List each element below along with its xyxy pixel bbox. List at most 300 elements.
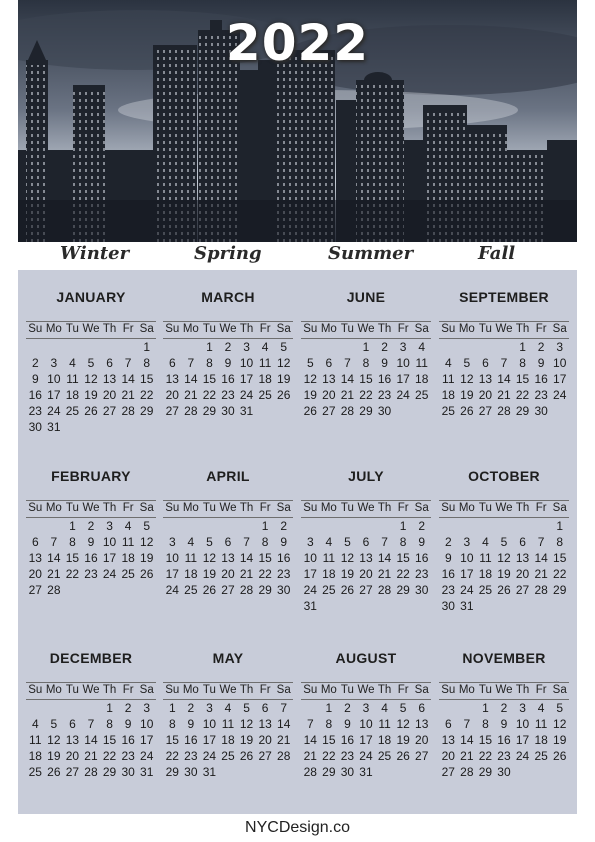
day-cell: 2 <box>500 701 508 715</box>
calendar-panel <box>18 270 577 814</box>
weekday-label: Sa <box>139 323 154 335</box>
month-block-may <box>163 650 293 800</box>
day-cell: 20 <box>322 388 336 402</box>
day-cell: 11 <box>415 356 428 370</box>
month-block-july <box>301 468 431 618</box>
weekday-label: Su <box>165 502 180 514</box>
day-cell: 18 <box>221 733 235 747</box>
day-cell: 25 <box>258 388 272 402</box>
day-cell: 25 <box>441 404 455 418</box>
day-cell: 1 <box>69 519 76 533</box>
day-cell: 31 <box>47 420 61 434</box>
day-cell: 11 <box>378 717 391 731</box>
day-cell: 18 <box>258 372 272 386</box>
day-cell: 19 <box>239 733 254 747</box>
day-cell: 21 <box>497 388 511 402</box>
day-cell: 26 <box>202 583 217 597</box>
day-cell: 14 <box>497 372 511 386</box>
day-cell: 13 <box>441 733 455 747</box>
weekday-label: Su <box>441 684 456 696</box>
weekday-header <box>163 682 293 700</box>
day-cell: 10 <box>239 356 254 370</box>
year-title: 2022 <box>225 14 370 72</box>
day-cell: 12 <box>202 551 217 565</box>
day-cell: 15 <box>515 372 530 386</box>
day-cell: 29 <box>553 583 567 597</box>
weekday-label: Th <box>377 323 392 335</box>
weekday-label: We <box>219 323 237 335</box>
day-cell: 7 <box>243 535 250 549</box>
weekday-label: Fr <box>397 323 409 335</box>
day-cell: 22 <box>396 567 410 581</box>
day-cell: 5 <box>87 356 95 370</box>
day-cell: 26 <box>460 404 474 418</box>
day-cell: 12 <box>460 372 474 386</box>
day-cell: 16 <box>121 733 135 747</box>
day-cell: 7 <box>50 535 58 549</box>
weekday-label: Tu <box>478 502 492 514</box>
weekday-label: We <box>495 323 513 335</box>
day-cell: 8 <box>106 717 113 731</box>
day-cell: 16 <box>84 551 98 565</box>
day-cell: 11 <box>221 717 235 731</box>
weekday-label: Mo <box>320 502 337 514</box>
day-cell: 3 <box>556 340 564 354</box>
day-cell: 28 <box>277 749 291 763</box>
weekday-label: Tu <box>65 502 79 514</box>
day-cell: 30 <box>497 765 511 779</box>
month-block-june <box>301 289 431 439</box>
day-cell: 6 <box>444 717 452 731</box>
day-cell: 8 <box>556 535 564 549</box>
day-cell: 12 <box>497 551 511 565</box>
day-cell: 5 <box>556 701 564 715</box>
day-cell: 9 <box>31 372 39 386</box>
day-cell: 2 <box>418 519 426 533</box>
day-cell: 9 <box>500 717 508 731</box>
day-cell: 17 <box>460 567 474 581</box>
day-cell: 4 <box>325 535 333 549</box>
day-cell: 10 <box>102 535 117 549</box>
day-cell: 14 <box>460 733 474 747</box>
day-cell: 24 <box>515 749 530 763</box>
day-cell: 19 <box>202 567 217 581</box>
day-cell: 10 <box>359 717 373 731</box>
weekday-label: Sa <box>276 323 291 335</box>
weekday-header <box>439 682 569 700</box>
day-cell: 23 <box>84 567 98 581</box>
weekday-label: Su <box>441 323 456 335</box>
day-cell: 31 <box>359 765 373 779</box>
day-cell: 25 <box>121 567 135 581</box>
day-cell: 5 <box>243 701 250 715</box>
month-block-january <box>26 289 156 439</box>
day-cell: 31 <box>202 765 217 779</box>
day-cell: 3 <box>306 535 314 549</box>
day-cell: 9 <box>224 356 232 370</box>
day-cell: 22 <box>359 388 373 402</box>
day-cell: 10 <box>396 356 410 370</box>
day-cell: 5 <box>344 535 351 549</box>
day-cell: 15 <box>165 733 179 747</box>
day-cell: 22 <box>515 388 530 402</box>
day-cell: 31 <box>140 765 154 779</box>
day-cell: 15 <box>396 551 410 565</box>
day-cell: 24 <box>165 583 179 597</box>
day-cell: 27 <box>478 404 493 418</box>
weekday-label: Tu <box>340 323 354 335</box>
day-cell: 19 <box>277 372 291 386</box>
weekday-label: Su <box>303 502 318 514</box>
day-cell: 22 <box>165 749 179 763</box>
weekday-label: Th <box>515 684 530 696</box>
weekday-label: Fr <box>535 684 547 696</box>
weekday-label: Mo <box>45 323 62 335</box>
day-cell: 3 <box>399 340 407 354</box>
weekday-label: We <box>495 502 513 514</box>
day-cell: 14 <box>303 733 317 747</box>
day-cell: 23 <box>221 388 235 402</box>
day-cell: 25 <box>415 388 429 402</box>
month-block-february <box>26 468 156 618</box>
day-cell: 9 <box>87 535 95 549</box>
day-cell: 28 <box>184 404 198 418</box>
weekday-label: Mo <box>458 323 475 335</box>
day-cell: 6 <box>482 356 489 370</box>
day-cell: 25 <box>221 749 235 763</box>
day-cell: 28 <box>497 404 511 418</box>
day-cell: 11 <box>184 551 198 565</box>
day-cell: 21 <box>121 388 135 402</box>
day-cell: 16 <box>340 733 355 747</box>
weekday-label: Fr <box>259 502 271 514</box>
day-cell: 15 <box>359 372 373 386</box>
day-cell: 31 <box>303 599 317 613</box>
day-cell: 13 <box>478 372 493 386</box>
day-cell: 8 <box>168 717 176 731</box>
day-cell: 18 <box>415 372 429 386</box>
day-cell: 10 <box>460 551 474 565</box>
day-cell: 27 <box>102 404 117 418</box>
day-cell: 30 <box>534 404 548 418</box>
weekday-label: Su <box>303 684 318 696</box>
day-cell: 14 <box>47 551 61 565</box>
weekday-label: Fr <box>397 502 409 514</box>
day-cell: 21 <box>340 388 355 402</box>
month-block-november <box>439 650 569 800</box>
weekday-label: We <box>219 502 237 514</box>
day-cell: 22 <box>140 388 154 402</box>
weekday-label: Th <box>377 502 392 514</box>
weekday-label: Mo <box>320 684 337 696</box>
day-cell: 17 <box>303 567 317 581</box>
day-cell: 24 <box>140 749 154 763</box>
day-cell: 30 <box>415 583 429 597</box>
day-cell: 13 <box>102 372 117 386</box>
day-cell: 28 <box>340 404 355 418</box>
day-cell: 29 <box>359 404 373 418</box>
day-cell: 13 <box>28 551 42 565</box>
day-cell: 10 <box>202 717 217 731</box>
day-cell: 17 <box>359 733 373 747</box>
day-cell: 5 <box>399 701 407 715</box>
day-cell: 21 <box>377 567 392 581</box>
day-cell: 9 <box>418 535 426 549</box>
day-cell: 22 <box>102 749 117 763</box>
day-cell: 21 <box>303 749 317 763</box>
weekday-label: Tu <box>202 684 216 696</box>
day-cell: 28 <box>377 583 392 597</box>
day-cell: 13 <box>221 551 235 565</box>
day-cell: 6 <box>168 356 176 370</box>
day-cell: 18 <box>28 749 42 763</box>
day-cell: 23 <box>28 404 42 418</box>
weekday-label: Sa <box>552 684 567 696</box>
day-cell: 20 <box>415 733 429 747</box>
day-cell: 1 <box>399 519 407 533</box>
day-cell: 5 <box>500 535 508 549</box>
day-cell: 30 <box>441 599 455 613</box>
day-cell: 4 <box>224 701 232 715</box>
weekday-header <box>163 321 293 339</box>
day-cell: 12 <box>239 717 254 731</box>
day-cell: 13 <box>65 733 80 747</box>
day-cell: 17 <box>140 733 154 747</box>
weekday-label: Mo <box>45 684 62 696</box>
day-cell: 4 <box>31 717 39 731</box>
weekday-label: Sa <box>552 323 567 335</box>
weekday-label: Su <box>165 323 180 335</box>
day-cell: 17 <box>515 733 530 747</box>
day-cell: 1 <box>519 340 526 354</box>
day-cell: 27 <box>65 765 80 779</box>
day-cell: 4 <box>381 701 388 715</box>
day-cell: 30 <box>221 404 235 418</box>
day-cell: 10 <box>553 356 567 370</box>
weekday-header <box>301 500 431 518</box>
day-cell: 31 <box>460 599 474 613</box>
day-cell: 15 <box>140 372 154 386</box>
day-cell: 3 <box>106 519 113 533</box>
day-cell: 7 <box>344 356 351 370</box>
weekday-label: Sa <box>414 323 429 335</box>
weekday-label: Fr <box>122 502 134 514</box>
day-cell: 29 <box>140 404 154 418</box>
day-cell: 10 <box>165 551 179 565</box>
day-cell: 4 <box>444 356 452 370</box>
day-cell: 22 <box>322 749 336 763</box>
weekday-label: Tu <box>340 502 354 514</box>
day-cell: 30 <box>377 404 392 418</box>
day-cell: 12 <box>277 356 291 370</box>
day-cell: 28 <box>84 765 98 779</box>
day-cell: 8 <box>206 356 213 370</box>
day-cell: 20 <box>102 388 117 402</box>
day-cell: 11 <box>29 733 42 747</box>
month-block-august <box>301 650 431 800</box>
day-cell: 29 <box>102 765 117 779</box>
day-cell: 20 <box>28 567 42 581</box>
day-cell: 3 <box>168 535 176 549</box>
weekday-label: Th <box>515 323 530 335</box>
weekday-label: We <box>357 323 375 335</box>
day-cell: 14 <box>377 551 392 565</box>
day-cell: 3 <box>206 701 213 715</box>
day-cell: 2 <box>124 701 132 715</box>
day-cell: 19 <box>303 388 317 402</box>
weekday-label: Su <box>441 502 456 514</box>
month-block-december <box>26 650 156 800</box>
day-cell: 29 <box>515 404 530 418</box>
day-cell: 20 <box>441 749 455 763</box>
day-cell: 24 <box>553 388 567 402</box>
day-cell: 3 <box>362 701 370 715</box>
day-cell: 29 <box>202 404 217 418</box>
season-label-spring: Spring <box>194 243 262 264</box>
day-cell: 22 <box>553 567 567 581</box>
weekday-label: Tu <box>202 502 216 514</box>
day-cell: 11 <box>66 372 79 386</box>
weekday-label: Sa <box>276 684 291 696</box>
day-cell: 5 <box>206 535 213 549</box>
day-cell: 28 <box>460 765 474 779</box>
day-cell: 23 <box>277 567 291 581</box>
weekday-label: Mo <box>458 684 475 696</box>
weekday-label: Th <box>239 323 254 335</box>
day-cell: 18 <box>121 551 135 565</box>
day-cell: 11 <box>258 356 272 370</box>
weekday-label: Mo <box>182 502 199 514</box>
day-cell: 9 <box>124 717 132 731</box>
day-cell: 23 <box>497 749 511 763</box>
season-label-summer: Summer <box>328 243 414 264</box>
month-name: SEPTEMBER <box>459 289 549 305</box>
day-cell: 8 <box>362 356 370 370</box>
day-cell: 7 <box>500 356 508 370</box>
weekday-label: Tu <box>340 684 354 696</box>
day-cell: 2 <box>537 340 545 354</box>
day-cell: 9 <box>187 717 195 731</box>
day-cell: 14 <box>534 551 548 565</box>
day-cell: 15 <box>102 733 117 747</box>
day-cell: 3 <box>243 340 250 354</box>
day-cell: 23 <box>184 749 198 763</box>
day-cell: 30 <box>121 765 135 779</box>
day-cell: 10 <box>140 717 154 731</box>
day-cell: 20 <box>221 567 235 581</box>
day-cell: 16 <box>184 733 198 747</box>
day-cell: 15 <box>478 733 493 747</box>
weekday-label: Tu <box>478 684 492 696</box>
day-cell: 6 <box>519 535 526 549</box>
day-cell: 26 <box>84 404 98 418</box>
weekday-label: Fr <box>122 684 134 696</box>
month-name: AUGUST <box>335 650 397 666</box>
day-cell: 1 <box>143 340 151 354</box>
day-cell: 22 <box>258 567 272 581</box>
month-block-september <box>439 289 569 439</box>
day-cell: 17 <box>396 372 410 386</box>
day-cell: 3 <box>463 535 471 549</box>
weekday-label: Th <box>102 323 117 335</box>
day-cell: 16 <box>497 733 511 747</box>
day-cell: 25 <box>28 765 42 779</box>
weekday-label: Fr <box>397 684 409 696</box>
day-cell: 3 <box>50 356 58 370</box>
day-cell: 15 <box>65 551 80 565</box>
day-cell: 19 <box>140 551 154 565</box>
weekday-label: Su <box>303 323 318 335</box>
month-name: JANUARY <box>56 289 126 305</box>
day-cell: 27 <box>441 765 455 779</box>
day-cell: 13 <box>165 372 179 386</box>
day-cell: 20 <box>478 388 493 402</box>
weekday-label: Mo <box>182 323 199 335</box>
day-cell: 1 <box>106 701 113 715</box>
weekday-label: Sa <box>414 502 429 514</box>
weekday-header <box>301 682 431 700</box>
day-cell: 25 <box>377 749 392 763</box>
day-cell: 14 <box>84 733 98 747</box>
day-cell: 11 <box>534 717 548 731</box>
day-cell: 2 <box>444 535 452 549</box>
day-cell: 7 <box>463 717 471 731</box>
weekday-label: Sa <box>139 684 154 696</box>
month-block-april <box>163 468 293 618</box>
day-cell: 1 <box>556 519 564 533</box>
day-cell: 25 <box>65 404 80 418</box>
day-cell: 21 <box>47 567 61 581</box>
day-cell: 16 <box>534 372 548 386</box>
day-cell: 22 <box>65 567 80 581</box>
day-cell: 8 <box>261 535 269 549</box>
day-cell: 5 <box>143 519 151 533</box>
day-cell: 8 <box>482 717 489 731</box>
day-cell: 16 <box>377 372 392 386</box>
day-cell: 30 <box>28 420 42 434</box>
day-cell: 24 <box>303 583 317 597</box>
day-cell: 2 <box>381 340 388 354</box>
day-cell: 21 <box>534 567 548 581</box>
day-cell: 20 <box>258 733 272 747</box>
day-cell: 18 <box>534 733 548 747</box>
day-cell: 25 <box>184 583 198 597</box>
weekday-label: Th <box>377 684 392 696</box>
day-cell: 27 <box>28 583 42 597</box>
day-cell: 19 <box>84 388 98 402</box>
day-cell: 25 <box>534 749 548 763</box>
day-cell: 24 <box>102 567 117 581</box>
weekday-label: Su <box>28 323 43 335</box>
weekday-label: Tu <box>65 684 79 696</box>
day-cell: 4 <box>537 701 545 715</box>
weekday-label: Su <box>165 684 180 696</box>
day-cell: 27 <box>322 404 336 418</box>
weekday-label: We <box>357 684 375 696</box>
day-cell: 18 <box>377 733 392 747</box>
day-cell: 27 <box>221 583 235 597</box>
day-cell: 2 <box>31 356 39 370</box>
day-cell: 18 <box>65 388 80 402</box>
month-block-march <box>163 289 293 439</box>
weekday-label: We <box>357 502 375 514</box>
day-cell: 29 <box>322 765 336 779</box>
day-cell: 7 <box>124 356 132 370</box>
day-cell: 28 <box>239 583 254 597</box>
weekday-label: Mo <box>45 502 62 514</box>
day-cell: 24 <box>239 388 254 402</box>
weekday-label: Sa <box>139 502 154 514</box>
